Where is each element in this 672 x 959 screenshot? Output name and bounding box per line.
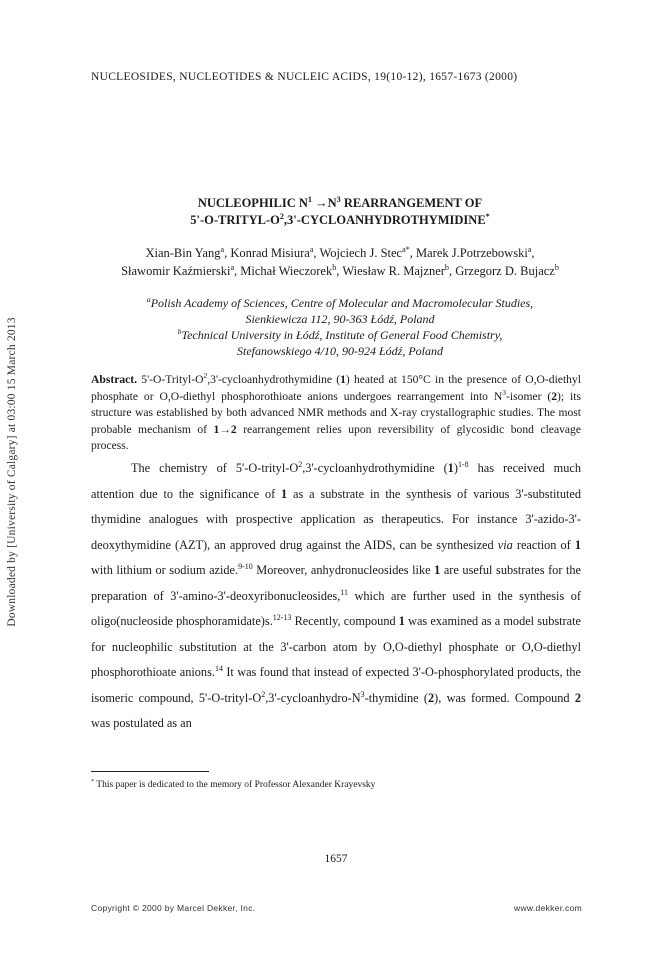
publisher-website: www.dekker.com <box>514 903 582 913</box>
affiliation-b-line-1: $^b$Technical University in Łódź, Institute of General Food Chemistry, <box>177 327 503 342</box>
author-line-2: Sławomir Kaźmierski$^a$, Michał Wieczorek$^b$, Wiesław R. Majzner$^b$, Grzegorz D. Bujacz$^b$ <box>121 262 559 278</box>
title-line-2: $5'-O-TRITYL-O^2,3'-CYCLOANHYDROTHYMIDINE^*$ <box>190 211 490 227</box>
footnote: * This paper is dedicated to the memory of Professor Alexander Krayevsky <box>91 778 376 790</box>
title-line-1: NUCLEOPHILIC $N^1 \to N^3$ REARRANGEMENT OF <box>197 194 483 210</box>
author-list <box>90 244 590 280</box>
author-line-1: Xian-Bin Yang$^a$, Konrad Misiura$^a$, Wojciech J. Stec$^{a*}$, Marek J.Potrzebowski$^a$, <box>145 244 535 260</box>
copyright-notice: Copyright © 2000 by Marcel Dekker, Inc. <box>91 903 256 913</box>
affiliation-a-line-2: Sienkiewicza 112, 90-363 Łódź, Poland <box>245 312 435 326</box>
author: Grzegorz D. Bujacz <box>455 264 555 278</box>
author: Wojciech J. Stec <box>319 246 403 260</box>
affiliation-a-line-1: $^a$Polish Academy of Sciences, Centre of Molecular and Macromolecular Studies, <box>146 295 534 310</box>
journal-header: NUCLEOSIDES, NUCLEOTIDES & NUCLEIC ACIDS, 19(10-12), 1657-1673 (2000) <box>91 71 518 83</box>
body-paragraph: The chemistry of $5'-O-trityl-O^2,3'$-cycloanhydrothymidine $(1)^{1-8}$ has received much attention due to the significance of 1 as a substrate in the synthesis of various 3'-substituted thymidine analogues with prospective application as therapeutics. For instance 3'-azido-3'-deoxythymidine (AZT), an approved drug against the AIDS, can be synthesized via reaction of 1 with lithium or sodium azide.$^{9-10}$ Moreover, anhydronucleosides like 1 are useful substrates for the preparation of 3'-amino-3'-deoxyribonucleosides,$^{11}$ which are further used in the synthesis of oligo(nucleoside phosphoramidate)s.$^{12-13}$ Recently, compound 1 was examined as a model substrate for nucleophilic substitution at the 3'-carbon atom by O,O-diethyl phosphate or O,O-diethyl phosphorothioate anions.$^{14}$ It was found that instead of expected 3'-O-phosphorylated products, the isomeric compound, $5'-O-trityl-O^2,3'-cycloanhydro-N^3$-thymidine (2), was formed. Compound 2 was postulated as an <box>91 459 582 730</box>
author: Marek J.Potrzebowski <box>416 246 528 260</box>
affiliations <box>90 295 590 359</box>
abstract-label: Abstract. <box>91 373 138 386</box>
author: Sławomir Kaźmierski <box>121 264 231 278</box>
author: Xian-Bin Yang <box>145 246 221 260</box>
author: Konrad Misiura <box>230 246 310 260</box>
article-title <box>90 195 590 229</box>
author: Wiesław R. Majzner <box>342 264 445 278</box>
page-number: 1657 <box>324 853 348 865</box>
download-watermark: Downloaded by [University of Calgary] at 03:00 15 March 2013 <box>6 317 18 627</box>
affiliation-b-line-2: Stefanowskiego 4/10, 90-924 Łódź, Poland <box>237 344 443 358</box>
footnote-divider <box>91 771 209 772</box>
abstract: Abstract. $5'-O-Trityl-O^2,3'$-cycloanhydrothymidine (1) heated at 150°C in the presence of O,O-diethyl phosphate or O,O-diethyl phosphorothioate anions undergoes rearrangement into $N^3$-isomer (2); its structure was established by both advanced NMR methods and X-ray crystallographic studies. The most probable mechanism of 1→2 rearrangement relies upon reversibility of glycosidic bond cleavage process. <box>91 371 582 453</box>
author: Michał Wieczorek <box>240 264 333 278</box>
